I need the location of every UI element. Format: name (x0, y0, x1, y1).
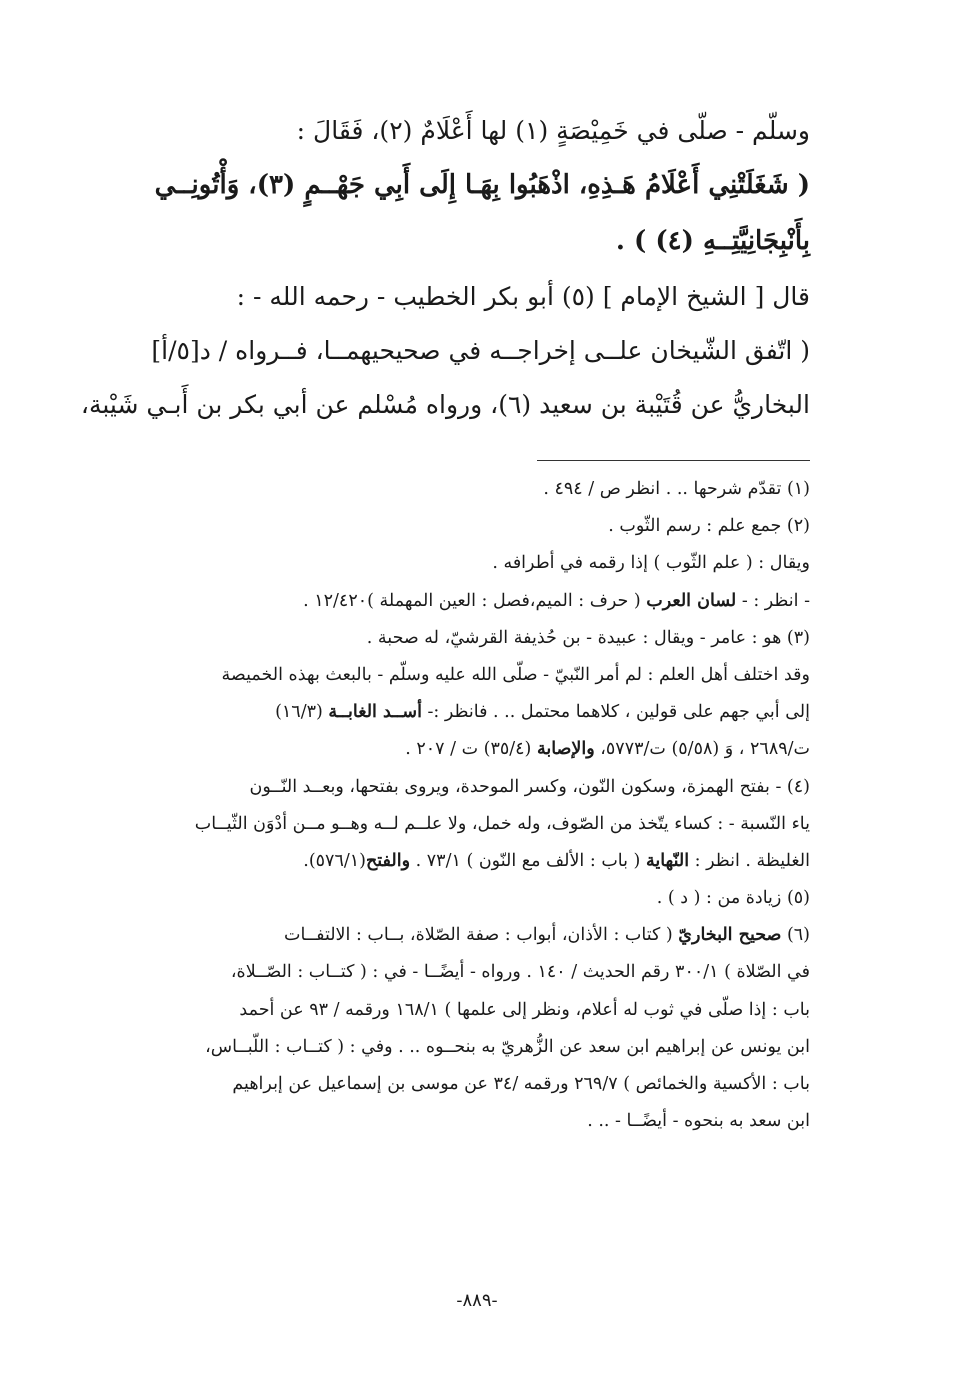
footnote-2-book-title: لسان العرب (646, 590, 737, 611)
footnote-4: (٤) - بفتح الهمزة، وسكون النّون، وكسر الموحدة، ويروى بفتحها، وبعــد النّــون (249, 776, 810, 797)
footnote-6-line-3: باب : إذا صلّى في ثوب له أعلام، ونظر إلى علمها ) ١٦٨/١ ورقمه / ٩٣ عن أحمد (239, 999, 810, 1020)
footnote-separator (537, 460, 810, 461)
footnote-2-line-3 (128, 588, 810, 625)
footnote-6-line-6: ابن سعد به بنحوه - أيضًــا - .. . (587, 1111, 810, 1132)
footnote-3-ref-detail-2: (٣٥/٤) ت / ٢٠٧ . (405, 739, 537, 760)
footnote-3-book-title-2: والإصابة (536, 739, 595, 760)
footnote-6 (128, 922, 810, 959)
footnote-6-ref-detail: ( كتاب : الأذان، أبواب : صفة الصّلاة، بــاب : الالتفــات (284, 925, 679, 946)
footnote-3-line-3 (128, 699, 810, 736)
hadith-line-2: بِأَنْبِجَانِيَّتِــهِ (٤) ) . (615, 226, 810, 256)
footnote-6-number: (٦) (781, 925, 810, 946)
footnote-3-ref-detail: (١٦/٣) (275, 702, 329, 723)
footnote-3-book-title: أســد الغابــة (328, 702, 422, 723)
hadith-line-1: ( شَغَلَتْنِي أَعْلَامُ هَـذِهِ، اذْهَبُوا بِهَـا إِلَى أَبِي جَهْــمٍ (٣)، وَأْتُونِــي (154, 170, 810, 200)
main-line-5: ( اتّفق الشّيخان علــى إخراجــه في صحيحيهمــا، فــرواه / د[٥/أ] (151, 336, 810, 365)
footnotes-block (128, 476, 810, 1145)
page-number: -٨٨٩- (456, 1290, 498, 1311)
footnote-4-line-3 (128, 848, 810, 885)
footnote-2-line-2: ويقال : ( علم الثّوب ) إذا رقمه في أطرافه . (492, 553, 810, 574)
footnote-2-ref-prefix: - انظر : - (736, 590, 810, 611)
footnote-4-book-title: النّهاية (645, 850, 690, 871)
footnote-3-line-4 (128, 736, 810, 773)
footnote-3-line-2: وقد اختلف أهل العلم : لم أمر النّبيّ - صلّى الله عليه وسلّم - بالبعث بهذه الخميصة (221, 664, 810, 685)
footnote-5: (٥) زيادة من : ( د ) . (656, 888, 810, 909)
footnote-6-line-4: ابن يونس عن إبراهيم ابن سعد عن الزُّهريّ به بنحــوه .. . وفي : ( كتــاب : اللّبــاس، (205, 1036, 810, 1057)
footnote-6-line-2: في الصّلاة ) ٣٠٠/١ رقم الحديث / ١٤٠ . ورواه - أيضًــا - في : ( كتــاب : الصّــلاة، (230, 962, 810, 983)
main-text-block (80, 112, 810, 440)
footnote-4-line-2: ياء النّسبة - : كساء يتّخذ من الصّوف، وله خمل، ولا علــم لــه وهــو مــن أدْوَن الثّيــاب (194, 813, 810, 834)
footnote-3-ref-prefix: إلى أبي جهم على قولين ، كلاهما محتمل .. . فانظر :- (421, 702, 810, 723)
footnote-2-ref-detail: ( حرف : الميم،فصل : العين المهملة )١٢/٤٢٠ . (303, 590, 647, 611)
footnote-4-ref-detail: ( باب : الألف مع النّون ) ٧٣/١ . (410, 850, 646, 871)
footnote-1: (١) تقدّم شرحها .. . انظر ص / ٤٩٤ . (543, 479, 810, 499)
footnote-4-book-title-2: والفتح (365, 850, 411, 871)
main-line-6: البخاريُّ عن قُتَيْبة بن سعيد (٦)، ورواه مُسْلم عن أبي بكر بن أَبـي شَيْبة، (80, 390, 810, 419)
footnote-6-book-title: صحيح البخاريّ (678, 925, 782, 946)
main-line-1: وسلّم - صلّى في خَمِيْصَةٍ (١) لها أَعْلَامٌ (٢)، فَقَالَ : (296, 116, 810, 145)
footnote-2: (٢) جمع علم : رسم الثّوب . (608, 516, 810, 537)
footnote-3: (٣) هو : عامر - ويقال : عبيدة - بن حُذيفة القرشيّ، له صحبة . (366, 627, 810, 648)
footnote-6-line-5: باب : الأكسية والخمائص ) ٢٦٩/٧ ورقمه /٣٤ عن موسى بن إسماعيل عن إبراهيم (232, 1074, 810, 1094)
main-line-4: قال [ الشيخ الإمام ] (٥) أبو بكر الخطيب - رحمه الله - : (236, 282, 810, 311)
footnote-3-ref-prefix-2: ت/٢٦٨٩ ، وَ (٥/٥٨) ت/٥٧٧٣، (594, 739, 810, 760)
footnote-4-ref-prefix: الغليظة . انظر : (689, 850, 810, 871)
footnote-4-ref-detail-2: (٥٧٦/١). (303, 850, 366, 871)
